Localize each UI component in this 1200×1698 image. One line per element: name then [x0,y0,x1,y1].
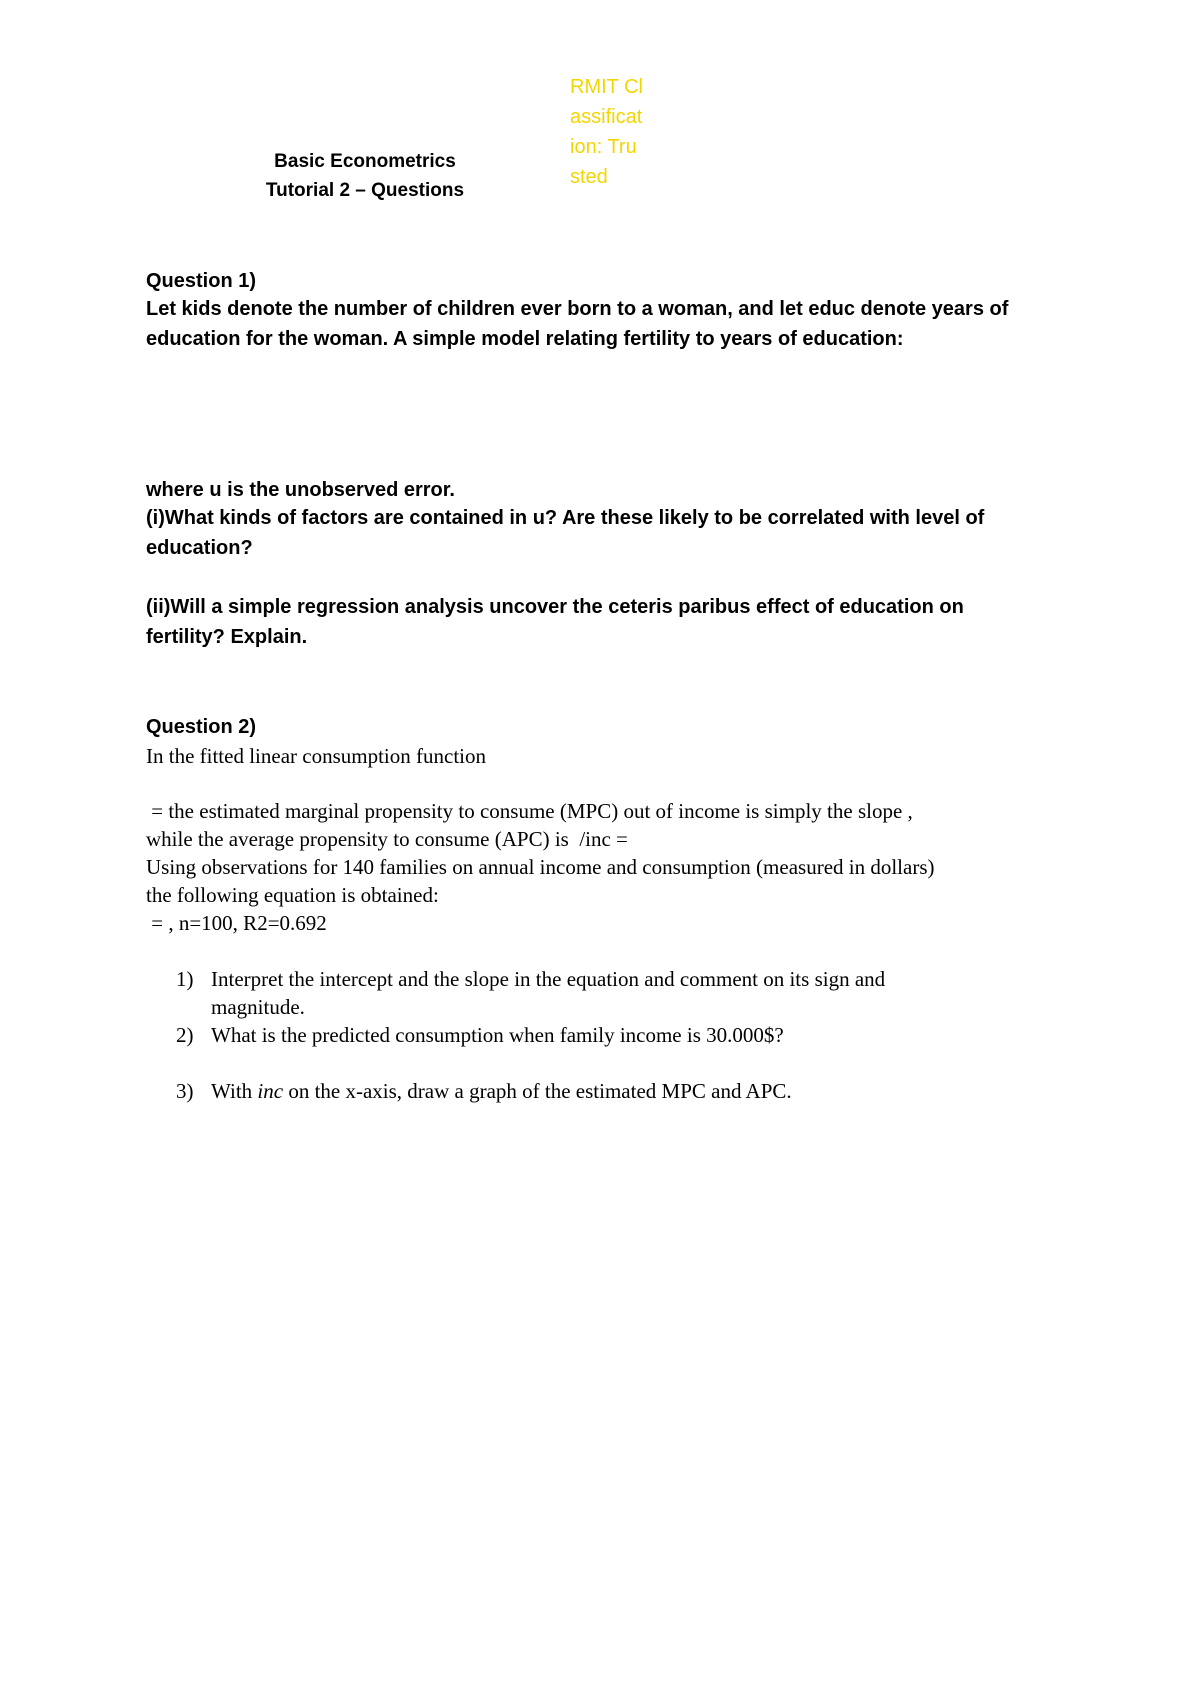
question-1-part-i-line-2: education? [146,537,253,559]
list-item-number: 2) [176,1023,194,1047]
question-1-part-i [146,503,1076,563]
document-title [230,147,500,205]
question-1-intro-line-1: Let kids denote the number of children ever born to a woman, and let educ denote years of [146,298,1009,320]
list-item-line-1: Interpret the intercept and the slope in the equation and comment on its sign and [211,967,886,991]
question-1-part-ii-line-2: fertility? Explain. [146,626,308,648]
list-item [146,1021,1076,1049]
list-item [146,965,1076,1021]
question-2-apc-line: while the average propensity to consume (APC) is /inc = [146,827,628,851]
title-line-2: Tutorial 2 – Questions [265,180,465,201]
list-item-suffix: on the x-axis, draw a graph of the estimated MPC and APC. [283,1079,792,1103]
question-2-equation: = , n=100, R2=0.692 [146,911,327,935]
question-1-part-ii [146,592,1076,652]
question-1-intro [146,294,1076,354]
question-1-intro-line-2: education for the woman. A simple model relating fertility to years of education: [146,328,904,350]
list-item-text [211,1077,1076,1105]
question-2-observations-line-2: the following equation is obtained: [146,883,439,907]
question-2-intro: In the fitted linear consumption function [146,744,486,768]
title-line-1: Basic Econometrics [274,151,456,172]
question-1-part-ii-line-1: (ii)Will a simple regression analysis uncover the ceteris paribus effect of education on [146,596,964,618]
question-2-mpc-line: = the estimated marginal propensity to consume (MPC) out of income is simply the slope , [146,799,913,823]
list-item-line-2: magnitude. [211,995,305,1019]
list-item-prefix: With [211,1079,258,1103]
question-2-heading: Question 2) [146,716,257,738]
list-item [146,1077,1076,1105]
list-item-italic: inc [257,1079,284,1103]
list-item-number: 3) [176,1079,194,1103]
question-1-where: where u is the unobserved error. [146,479,455,501]
classification-label: RMIT Classification: Trusted [570,76,643,188]
question-1-heading: Question 1) [146,270,257,292]
question-1-part-i-line-1: (i)What kinds of factors are contained in u? Are these likely to be correlated with level of [146,507,985,529]
list-item-text: What is the predicted consumption when family income is 30.000$? [211,1023,784,1047]
question-2-subquestions [146,965,1076,1105]
list-item-number: 1) [176,967,194,991]
question-2-observations-line-1: Using observations for 140 families on annual income and consumption (measured in dollars) [146,855,935,879]
